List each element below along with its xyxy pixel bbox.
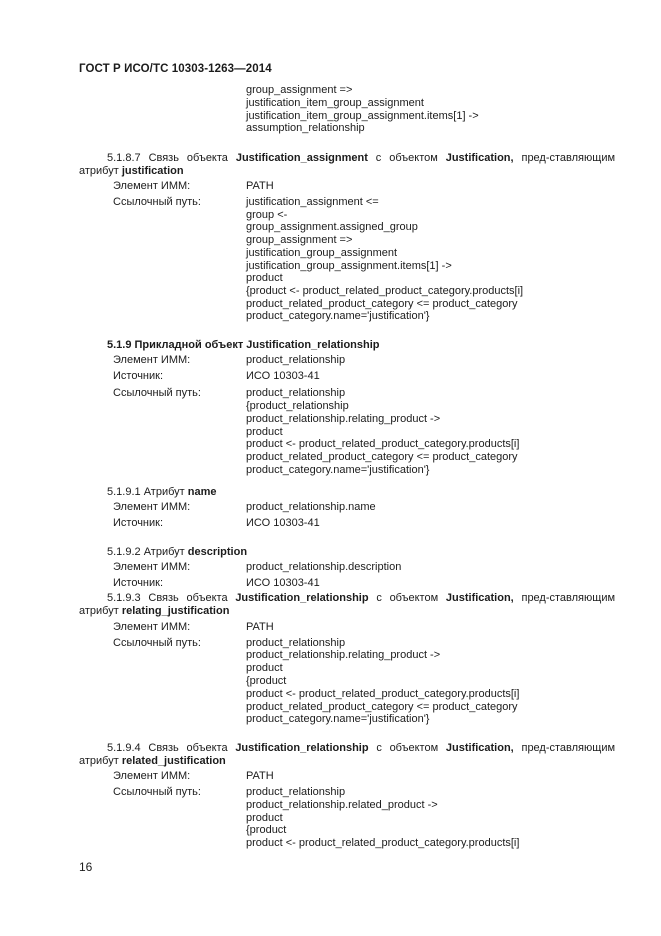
object-name: Justification_relationship	[235, 742, 369, 754]
clause-word: объектом	[389, 742, 439, 754]
clause-word: объектом	[389, 152, 438, 164]
code-line: product <- product_related_product_category.products[i]	[246, 837, 520, 849]
code-line: product	[246, 812, 283, 824]
attribute-prefix: 5.1.9.1 Атрибут	[107, 486, 185, 498]
code-line: product_related_product_category <= product_category	[246, 701, 518, 713]
clause-word: Связь	[148, 742, 179, 754]
code-line: {product_relationship	[246, 400, 349, 412]
field-label: Ссылочный путь:	[113, 637, 201, 649]
clause-word: объекта	[186, 152, 228, 164]
code-line: product <- product_related_product_category.products[i]	[246, 438, 520, 450]
code-line: product_relationship	[246, 387, 346, 399]
clause-word: Связь	[148, 592, 179, 604]
field-value: ИСО 10303-41	[246, 577, 320, 589]
page-number: 16	[79, 860, 93, 874]
code-line: product_relationship	[246, 786, 346, 798]
document-header: ГОСТ Р ИСО/ТС 10303-1263—2014	[79, 63, 272, 75]
section-heading: 5.1.9 Прикладной объект Justification_relationship	[107, 339, 380, 351]
code-line: product	[246, 662, 283, 674]
clause-word: с	[376, 592, 382, 604]
code-line: group_assignment =>	[246, 84, 353, 96]
clause-number: 5.1.9.4	[107, 742, 141, 754]
object-name: Justification_assignment	[235, 152, 368, 164]
code-line: product_related_product_category <= product_category	[246, 298, 518, 310]
clause-number: 5.1.8.7	[107, 152, 141, 164]
clause-word: Связь	[148, 152, 179, 164]
field-label: Ссылочный путь:	[113, 387, 201, 399]
code-line: product	[246, 272, 283, 284]
field-value: PATH	[246, 770, 274, 782]
code-line: product_category.name='justification'}	[246, 713, 430, 725]
field-label: Ссылочный путь:	[113, 786, 201, 798]
attribute-name: name	[187, 486, 217, 498]
code-line: product_category.name='justification'}	[246, 464, 430, 476]
code-line: justification_assignment <=	[246, 196, 379, 208]
code-line: justification_group_assignment	[246, 247, 398, 259]
code-line: product_relationship	[246, 637, 346, 649]
code-line: product_category.name='justification'}	[246, 310, 430, 322]
clause-word: пред-ставляющим	[521, 152, 616, 164]
attribute-prefix: 5.1.9.2 Атрибут	[107, 546, 185, 558]
code-line: product_relationship.relating_product ->	[246, 413, 441, 425]
clause-word: объекта	[186, 742, 228, 754]
field-label: Элемент ИММ:	[113, 354, 191, 366]
clause-5-1-8-7	[79, 152, 615, 178]
code-line: {product	[246, 675, 287, 687]
field-label: Элемент ИММ:	[113, 180, 191, 192]
clause-word: атрибут	[79, 605, 119, 617]
attribute-name: description	[187, 546, 248, 558]
attribute-name: relating_justification	[121, 605, 230, 617]
code-line: product_relationship.relating_product ->	[246, 649, 441, 661]
attribute-name: justification	[121, 165, 184, 177]
field-value: PATH	[246, 621, 274, 633]
field-value: product_relationship.name	[246, 501, 376, 513]
field-value: product_relationship	[246, 354, 346, 366]
attribute-name: related_justification	[121, 755, 226, 767]
field-label: Источник:	[113, 370, 164, 382]
clause-word: объектом	[389, 592, 439, 604]
code-line: product_relationship.related_product ->	[246, 799, 438, 811]
clause-word: с	[375, 152, 382, 164]
field-label: Источник:	[113, 577, 164, 589]
clause-5-1-9-4	[79, 742, 615, 768]
clause-5-1-9-3	[79, 592, 615, 618]
code-line: justification_item_group_assignment.items[1] ->	[246, 110, 479, 122]
attribute-heading	[107, 486, 217, 499]
object-name: Justification,	[445, 592, 514, 604]
clause-word: объекта	[186, 592, 228, 604]
clause-word: пред-ставляющим	[521, 742, 616, 754]
field-value: ИСО 10303-41	[246, 370, 320, 382]
clause-word: атрибут	[79, 165, 119, 177]
field-label: Ссылочный путь:	[113, 196, 201, 208]
code-line: justification_item_group_assignment	[246, 97, 424, 109]
code-line: justification_group_assignment.items[1] ->	[246, 260, 452, 272]
field-label: Элемент ИММ:	[113, 621, 191, 633]
object-name: Justification,	[445, 152, 514, 164]
field-label: Элемент ИММ:	[113, 501, 191, 513]
field-value: PATH	[246, 180, 274, 192]
clause-word: атрибут	[79, 755, 119, 767]
code-line: {product <- product_related_product_category.products[i]	[246, 285, 524, 297]
clause-word: с	[376, 742, 382, 754]
code-line: group_assignment.assigned_group	[246, 221, 418, 233]
attribute-heading	[107, 546, 247, 559]
object-name: Justification,	[445, 742, 514, 754]
clause-number: 5.1.9.3	[107, 592, 141, 604]
clause-word: пред-ставляющим	[521, 592, 616, 604]
code-line: group_assignment =>	[246, 234, 353, 246]
code-line: {product	[246, 824, 287, 836]
field-label: Элемент ИММ:	[113, 561, 191, 573]
field-value: product_relationship.description	[246, 561, 402, 573]
code-line: group <-	[246, 209, 288, 221]
code-line: assumption_relationship	[246, 122, 365, 134]
field-value: ИСО 10303-41	[246, 517, 320, 529]
code-line: product_related_product_category <= product_category	[246, 451, 518, 463]
field-label: Источник:	[113, 517, 164, 529]
code-line: product	[246, 426, 283, 438]
object-name: Justification_relationship	[235, 592, 369, 604]
code-line: product <- product_related_product_category.products[i]	[246, 688, 520, 700]
field-label: Элемент ИММ:	[113, 770, 191, 782]
